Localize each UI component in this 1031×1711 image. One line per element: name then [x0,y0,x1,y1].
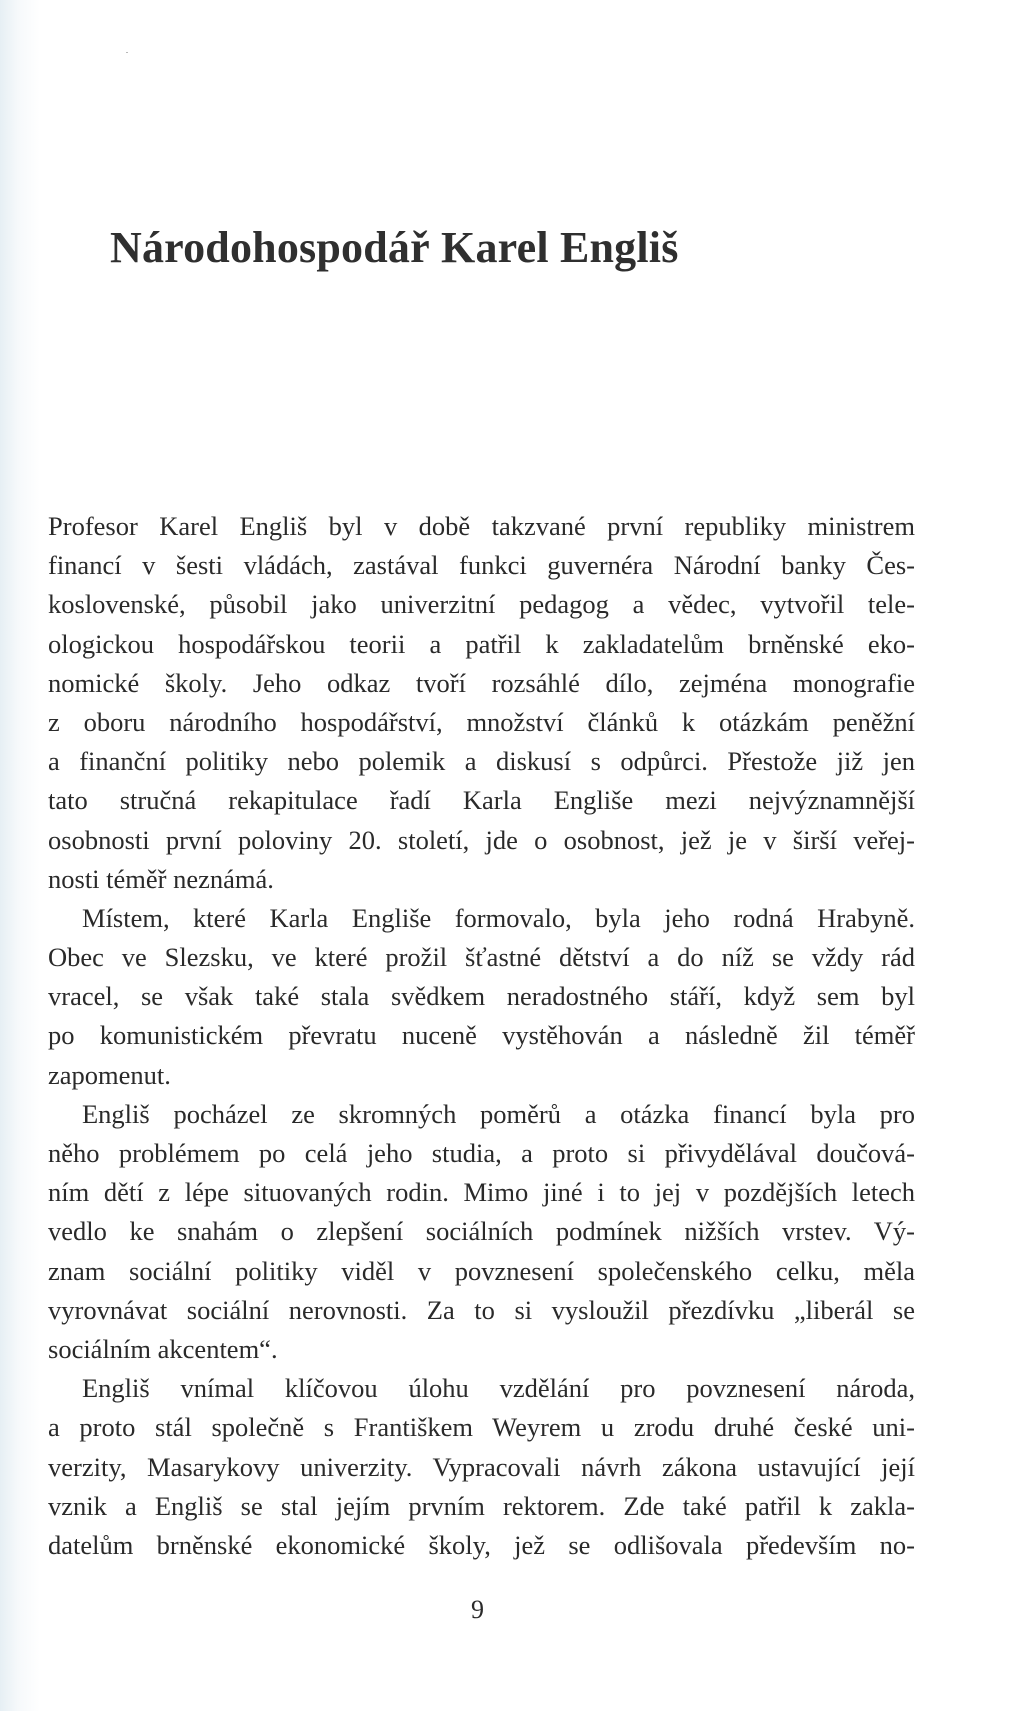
text-line: Engliš vnímal klíčovou úlohu vzdělání pro povznesení národa, [82,1373,915,1404]
chapter-title: Národohospodář Karel Engliš [110,223,679,272]
text-line: sociálním akcentem“. [48,1333,278,1364]
text-line: a proto stál společně s Františkem Weyrem u zrodu druhé české uni- [48,1412,915,1443]
text-line: něho problémem po celá jeho studia, a proto si přivydělával doučová- [48,1138,915,1168]
text-line: nomické školy. Jeho odkaz tvoří rozsáhlé dílo, zejména monografie [48,667,915,698]
text-line: verzity, Masarykovy univerzity. Vypracovali návrh zákona ustavující její [48,1451,915,1482]
page-number: 9 [471,1595,484,1624]
text-line: financí v šesti vládách, zastával funkci guvernéra Národní banky Čes- [48,550,915,581]
text-line: datelům brněnské ekonomické školy, jež se odlišovala především no- [48,1529,915,1560]
text-line: z oboru národního hospodářství, množství článků k otázkám peněžní [48,706,915,737]
text-line: znam sociální politiky viděl v povznesení společenského celku, měla [48,1255,915,1286]
text-line: a finanční politiky nebo polemik a diskusí s odpůrci. Přestože již jen [48,746,915,777]
text-line: tato stručná rekapitulace řadí Karla Engliše mezi nejvýznamnější [48,785,915,816]
text-line: Profesor Karel Engliš byl v době takzvané první republiky ministrem [48,511,915,541]
text-line: vyrovnávat sociální nerovnosti. Za to si vysloužil přezdívku „liberál se [48,1294,915,1325]
text-line: zapomenut. [48,1059,171,1090]
scan-speck [126,52,128,53]
text-line: vedlo ke snahám o zlepšení sociálních podmínek nižších vrstev. Vý- [48,1216,915,1247]
text-line: Místem, které Karla Engliše formovalo, byla jeho rodná Hrabyně. [82,902,915,933]
text-line: osobnosti první poloviny 20. století, jde o osobnost, jež je v širší veřej- [48,824,915,855]
body-text [48,507,915,1565]
text-line: nosti téměř neznámá. [48,863,274,894]
text-line: vracel, se však také stala svědkem neradostného stáří, když sem byl [48,981,915,1012]
text-line: koslovenské, působil jako univerzitní pedagog a vědec, vytvořil tele- [48,589,915,620]
text-line: Engliš pocházel ze skromných poměrů a otázka financí byla pro [82,1098,915,1129]
text-line: ologickou hospodářskou teorii a patřil k zakladatelům brněnské eko- [48,628,915,659]
text-line: po komunistickém převratu nuceně vystěhován a následně žil téměř [48,1020,915,1051]
text-line: Obec ve Slezsku, ve které prožil šťastné dětství a do níž se vždy rád [48,942,915,973]
text-line: vznik a Engliš se stal jejím prvním rektorem. Zde také patřil k zakla- [48,1490,915,1521]
text-line: ním dětí z lépe situovaných rodin. Mimo jiné i to jej v pozdějších letech [48,1177,915,1208]
